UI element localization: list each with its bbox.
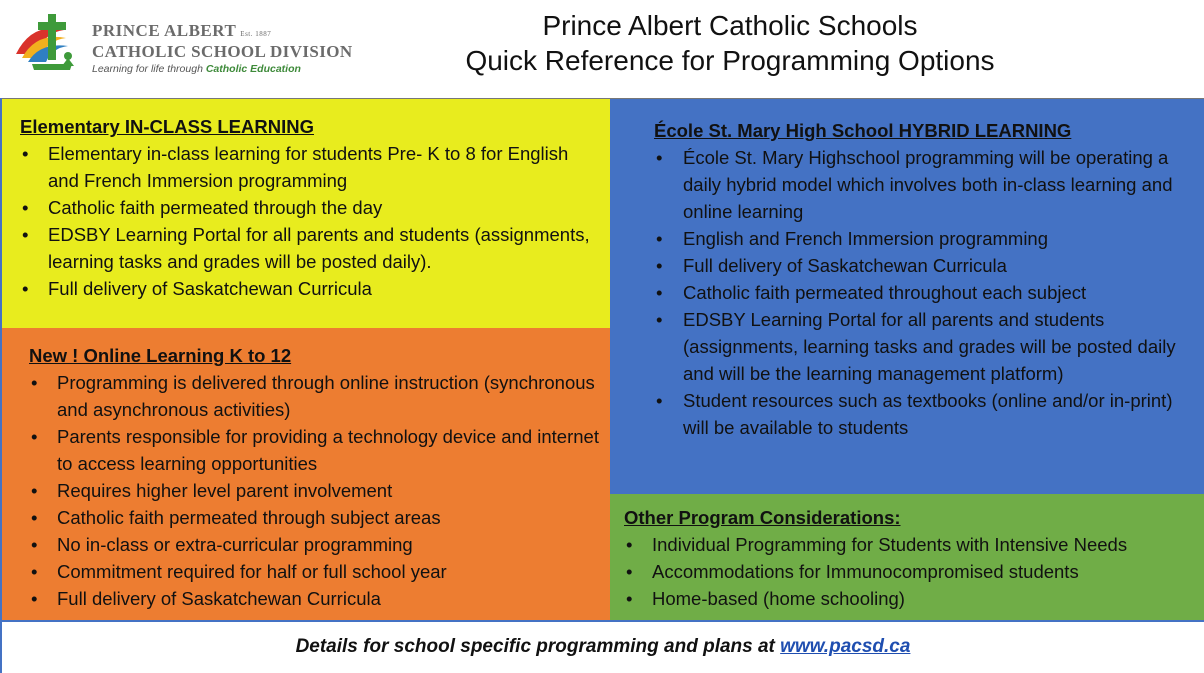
online-heading: New ! Online Learning K to 12 (29, 345, 292, 366)
list-item: • Programming is delivered through online instruction (synchronous and asynchronous activities) (29, 369, 600, 423)
division-logo (12, 8, 372, 80)
website-link[interactable]: www.pacsd.ca (780, 636, 911, 657)
logo-tagline-strong: Catholic Education (205, 63, 301, 75)
footer-text: Details for school specific programming and plans at (295, 636, 781, 657)
list-item: • Student resources such as textbooks (online and/or in-print) will be available to students (654, 387, 1194, 441)
hybrid-panel (610, 98, 1204, 494)
list-item: • Parents responsible for providing a technology device and internet to access learning opportunities (29, 423, 600, 477)
logo-name-line2: CATHOLIC SCHOOL DIVISION (92, 42, 353, 61)
list-item: • Catholic faith permeated through the day (20, 194, 600, 221)
list-item: • Catholic faith permeated throughout each subject (654, 279, 1194, 306)
other-list (624, 531, 1194, 612)
page-title (410, 8, 1050, 78)
page-title-line2: Quick Reference for Programming Options (465, 45, 995, 76)
list-item: • Elementary in-class learning for students Pre- K to 8 for English and French Immersion programming (20, 140, 600, 194)
list-item: • Commitment required for half or full school year (29, 558, 600, 585)
list-item: • Accommodations for Immunocompromised students (624, 558, 1194, 585)
list-item: • EDSBY Learning Portal for all parents and students (assignments, learning tasks and grades will be posted daily). (20, 221, 600, 275)
other-considerations-panel (610, 494, 1204, 620)
list-item: • Requires higher level parent involvement (29, 477, 600, 504)
list-item: • Home-based (home schooling) (624, 585, 1194, 612)
page-title-line1: Prince Albert Catholic Schools (542, 10, 918, 41)
list-item: • Full delivery of Saskatchewan Curricula (654, 252, 1194, 279)
hybrid-heading: École St. Mary High School HYBRID LEARNING (654, 120, 1072, 141)
division-emblem-icon (12, 8, 84, 80)
list-item: • Full delivery of Saskatchewan Curricula (20, 275, 600, 302)
elementary-panel (2, 98, 610, 328)
list-item: • Catholic faith permeated through subject areas (29, 504, 600, 531)
other-heading: Other Program Considerations: (624, 507, 901, 528)
list-item: • No in-class or extra-curricular programming (29, 531, 600, 558)
logo-tagline: Learning for life through (92, 63, 206, 75)
online-panel (2, 328, 610, 620)
list-item: • English and French Immersion programming (654, 225, 1194, 252)
logo-name-line1: PRINCE ALBERT (92, 21, 237, 40)
hybrid-list (654, 144, 1194, 441)
elementary-list (20, 140, 600, 302)
list-item: • Individual Programming for Students with Intensive Needs (624, 531, 1194, 558)
logo-established: Est. 1887 (240, 30, 272, 38)
list-item: • Full delivery of Saskatchewan Curricula (29, 585, 600, 612)
elementary-heading: Elementary IN-CLASS LEARNING (20, 116, 314, 137)
list-item: • EDSBY Learning Portal for all parents and students (assignments, learning tasks and grades will be posted daily and will be the learning management platform) (654, 306, 1194, 387)
online-list (29, 369, 600, 612)
list-item: • École St. Mary Highschool programming will be operating a daily hybrid model which involves both in-class learning and online learning (654, 144, 1194, 225)
footer (2, 620, 1204, 673)
